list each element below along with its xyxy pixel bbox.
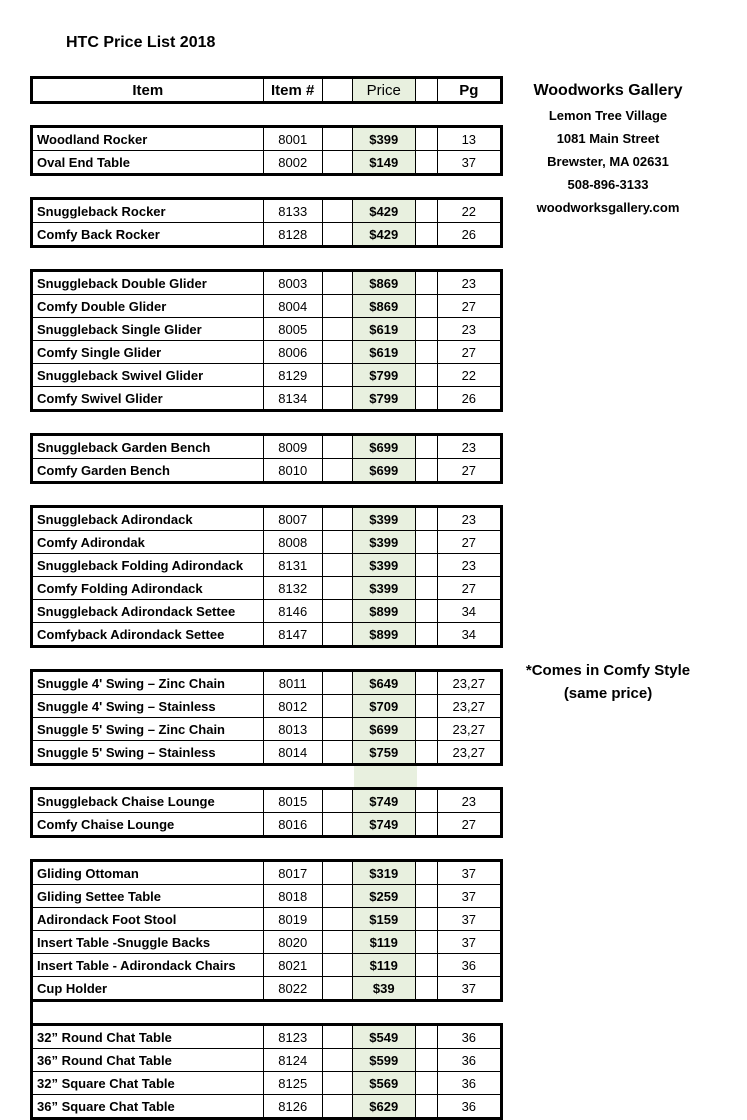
item-number-cell: 8018 [263,885,322,907]
item-number-cell: 8016 [263,813,322,835]
price-cell: $869 [352,272,415,294]
table-row [33,976,500,999]
spacer-cell [322,436,352,458]
item-number-cell: 8013 [263,718,322,740]
page-cell: 23,27 [437,695,500,717]
page-cell: 22 [437,200,500,222]
item-number-cell: 8020 [263,931,322,953]
header-price: Price [352,79,415,101]
price-cell: $619 [352,341,415,363]
item-name-cell: Adirondack Foot Stool [37,911,177,927]
page-cell: 36 [437,1049,500,1071]
table-row [33,150,500,173]
price-cell: $759 [352,741,415,763]
item-name-cell: Snuggleback Swivel Glider [37,367,204,383]
table-row [33,576,500,599]
gallery-address-line: Lemon Tree Village [548,108,668,123]
table-section [30,197,503,248]
comfy-style-note [508,659,708,705]
price-cell: $899 [352,600,415,622]
page-cell: 27 [437,459,500,481]
page-cell: 34 [437,623,500,645]
spacer-cell [322,1026,352,1048]
item-number-cell: 8134 [263,387,322,409]
page-cell: 36 [437,954,500,976]
spacer-cell [415,151,437,173]
table-section [30,1023,503,1120]
table-section [30,505,503,648]
item-name-cell: Comfy Back Rocker [37,226,160,242]
page-cell: 23 [437,790,500,812]
spacer-cell [415,577,437,599]
item-number-cell: 8022 [263,977,322,999]
item-name-cell: Snuggleback Chaise Lounge [37,793,215,809]
table-row [33,622,500,645]
spacer-cell [322,718,352,740]
item-name-cell: 36” Square Chat Table [37,1098,175,1114]
table-row [33,272,500,294]
table-row [33,222,500,245]
item-name-cell: Comfy Swivel Glider [37,390,163,406]
item-name-cell: Insert Table - Adirondack Chairs [37,957,236,973]
spacer-cell [415,718,437,740]
table-row [33,694,500,717]
header-spacer [415,79,437,101]
table-row [33,317,500,340]
item-number-cell: 8132 [263,577,322,599]
item-number-cell: 8002 [263,151,322,173]
table-row [33,553,500,576]
item-number-cell: 8007 [263,508,322,530]
item-number-cell: 8001 [263,128,322,150]
table-row [33,128,500,150]
table-section [30,433,503,484]
spacer-cell [415,436,437,458]
table-section [30,125,503,176]
spacer-cell [415,623,437,645]
price-cell: $749 [352,813,415,835]
gallery-name: Woodworks Gallery [533,82,683,99]
price-cell: $709 [352,695,415,717]
gallery-address-line: 1081 Main Street [556,131,660,146]
item-number-cell: 8124 [263,1049,322,1071]
item-name-cell: Cup Holder [37,980,108,996]
price-cell: $319 [352,862,415,884]
item-name-cell: Comfy Garden Bench [37,462,170,478]
price-cell: $869 [352,295,415,317]
table-row [33,930,500,953]
page-cell: 23 [437,554,500,576]
table-row [33,790,500,812]
header-page: Pg [437,79,500,101]
section-gap [30,176,503,197]
section-gap [30,1002,503,1023]
table-body [30,104,503,1120]
table-row [33,599,500,622]
item-number-cell: 8006 [263,341,322,363]
price-cell: $429 [352,200,415,222]
spacer-cell [415,885,437,907]
price-cell: $149 [352,151,415,173]
price-column-shade [354,766,417,787]
table-row [33,436,500,458]
spacer-cell [322,1072,352,1094]
price-cell: $259 [352,885,415,907]
page-cell: 23 [437,272,500,294]
price-cell: $119 [352,931,415,953]
spacer-cell [322,1095,352,1117]
item-number-cell: 8019 [263,908,322,930]
section-gap [30,412,503,433]
item-number-cell: 8017 [263,862,322,884]
item-name-cell: Snuggleback Folding Adirondack [37,557,244,573]
price-cell: $699 [352,718,415,740]
spacer-cell [322,508,352,530]
spacer-cell [415,695,437,717]
table-row [33,530,500,553]
page-cell: 37 [437,977,500,999]
spacer-cell [415,387,437,409]
table-section [30,269,503,412]
price-cell: $699 [352,436,415,458]
page-cell: 36 [437,1095,500,1117]
spacer-cell [322,600,352,622]
item-name-cell: Oval End Table [37,154,130,170]
table-row [33,740,500,763]
page-cell: 37 [437,151,500,173]
item-number-cell: 8011 [263,672,322,694]
price-cell: $399 [352,508,415,530]
table-row [33,200,500,222]
item-number-cell: 8125 [263,1072,322,1094]
item-name-cell: Gliding Ottoman [37,865,139,881]
item-number-cell: 8146 [263,600,322,622]
section-gap [30,838,503,859]
price-cell: $119 [352,954,415,976]
spacer-cell [322,364,352,386]
note-line: (same price) [563,685,653,702]
spacer-cell [415,272,437,294]
table-row [33,1071,500,1094]
price-cell: $749 [352,790,415,812]
table-row [33,386,500,409]
price-cell: $569 [352,1072,415,1094]
spacer-cell [322,200,352,222]
item-number-cell: 8123 [263,1026,322,1048]
page-cell: 34 [437,600,500,622]
spacer-cell [322,459,352,481]
spacer-cell [415,295,437,317]
item-name-cell: Snuggleback Garden Bench [37,439,211,455]
spacer-cell [415,1026,437,1048]
section-gap [30,104,503,125]
spacer-cell [322,387,352,409]
note-line: *Comes in Comfy Style [525,662,691,679]
page-cell: 27 [437,341,500,363]
page-cell: 37 [437,908,500,930]
spacer-cell [322,908,352,930]
spacer-cell [415,128,437,150]
spacer-cell [322,623,352,645]
spacer-cell [415,813,437,835]
item-name-cell: Snuggleback Single Glider [37,321,202,337]
item-name-cell: Gliding Settee Table [37,888,162,904]
page-title: HTC Price List 2018 [66,34,216,51]
item-number-cell: 8003 [263,272,322,294]
item-name-cell: 32” Square Chat Table [37,1075,175,1091]
item-number-cell: 8008 [263,531,322,553]
spacer-cell [415,741,437,763]
item-name-cell: Comfy Adirondak [37,534,145,550]
table-row [33,953,500,976]
table-row [33,363,500,386]
item-name-cell: Comfy Single Glider [37,344,162,360]
item-name-cell: Snuggle 5' Swing – Zinc Chain [37,721,225,737]
page-cell: 27 [437,577,500,599]
page-cell: 36 [437,1072,500,1094]
item-name-cell: Snuggle 4' Swing – Zinc Chain [37,675,225,691]
table-row [33,812,500,835]
page-cell: 27 [437,295,500,317]
item-number-cell: 8021 [263,954,322,976]
spacer-cell [415,862,437,884]
table-row [33,1048,500,1071]
spacer-cell [415,954,437,976]
price-cell: $699 [352,459,415,481]
price-cell: $159 [352,908,415,930]
spacer-cell [415,318,437,340]
item-number-cell: 8014 [263,741,322,763]
item-name-cell: Snuggleback Adirondack [37,511,193,527]
item-name-cell: Comfyback Adirondack Settee [37,626,225,642]
spacer-cell [415,341,437,363]
table-section [30,787,503,838]
page-cell: 37 [437,862,500,884]
spacer-cell [322,318,352,340]
spacer-cell [322,272,352,294]
spacer-cell [322,862,352,884]
spacer-cell [322,1049,352,1071]
price-cell: $399 [352,531,415,553]
item-number-cell: 8126 [263,1095,322,1117]
price-cell: $399 [352,554,415,576]
item-name-cell: Snuggleback Rocker [37,203,166,219]
spacer-cell [415,508,437,530]
spacer-cell [415,200,437,222]
price-cell: $649 [352,672,415,694]
spacer-cell [415,1095,437,1117]
table-section [30,669,503,766]
item-number-cell: 8010 [263,459,322,481]
spacer-cell [415,672,437,694]
price-cell: $429 [352,223,415,245]
section-gap [30,248,503,269]
item-name-cell: Snuggle 5' Swing – Stainless [37,744,216,760]
page-cell: 27 [437,531,500,553]
item-name-cell: Comfy Chaise Lounge [37,816,175,832]
item-name-cell: Snuggleback Adirondack Settee [37,603,236,619]
item-name-cell: Insert Table -Snuggle Backs [37,934,211,950]
spacer-cell [415,1072,437,1094]
item-name-cell: Snuggleback Double Glider [37,275,207,291]
page-cell: 26 [437,387,500,409]
item-number-cell: 8012 [263,695,322,717]
table-border-line [30,1002,33,1023]
table-row [33,884,500,907]
spacer-cell [322,531,352,553]
item-number-cell: 8009 [263,436,322,458]
header-item: Item [132,81,164,99]
item-number-cell: 8005 [263,318,322,340]
spacer-cell [415,223,437,245]
price-cell: $899 [352,623,415,645]
price-cell: $799 [352,364,415,386]
table-row [33,717,500,740]
spacer-cell [322,554,352,576]
spacer-cell [415,908,437,930]
page-cell: 27 [437,813,500,835]
table-header [30,76,503,104]
price-cell: $629 [352,1095,415,1117]
spacer-cell [322,128,352,150]
spacer-cell [322,813,352,835]
page-cell: 23,27 [437,718,500,740]
header-row [33,79,500,101]
spacer-cell [322,672,352,694]
spacer-cell [415,977,437,999]
spacer-cell [322,954,352,976]
spacer-cell [415,459,437,481]
item-name-cell: 36” Round Chat Table [37,1052,172,1068]
spacer-cell [322,223,352,245]
item-number-cell: 8133 [263,200,322,222]
price-cell: $39 [352,977,415,999]
header-item-number: Item # [263,79,322,101]
gallery-website: woodworksgallery.com [536,200,680,215]
spacer-cell [322,790,352,812]
table-row [33,907,500,930]
table-row [33,1094,500,1117]
spacer-cell [322,885,352,907]
item-name-cell: Snuggle 4' Swing – Stainless [37,698,216,714]
spacer-cell [322,295,352,317]
table-section [30,859,503,1002]
table-row [33,294,500,317]
spacer-cell [322,931,352,953]
item-number-cell: 8129 [263,364,322,386]
item-number-cell: 8015 [263,790,322,812]
spacer-cell [415,364,437,386]
page-cell: 37 [437,931,500,953]
header-spacer [322,79,352,101]
table-row [33,862,500,884]
spacer-cell [322,151,352,173]
spacer-cell [322,577,352,599]
spacer-cell [415,1049,437,1071]
price-cell: $599 [352,1049,415,1071]
price-cell: $399 [352,128,415,150]
spacer-cell [415,600,437,622]
item-number-cell: 8004 [263,295,322,317]
spacer-cell [322,977,352,999]
section-gap [30,766,503,787]
item-name-cell: 32” Round Chat Table [37,1029,172,1045]
page-cell: 23,27 [437,672,500,694]
page-cell: 26 [437,223,500,245]
page-cell: 23 [437,318,500,340]
item-name-cell: Comfy Double Glider [37,298,167,314]
page-cell: 23 [437,508,500,530]
item-name-cell: Woodland Rocker [37,131,148,147]
gallery-info [505,80,711,219]
table-row [33,340,500,363]
spacer-cell [322,341,352,363]
page-cell: 22 [437,364,500,386]
table-row [33,508,500,530]
spacer-cell [415,531,437,553]
price-cell: $549 [352,1026,415,1048]
spacer-cell [322,695,352,717]
page-cell: 36 [437,1026,500,1048]
spacer-cell [415,790,437,812]
price-table [30,76,503,1120]
item-number-cell: 8147 [263,623,322,645]
section-gap [30,648,503,669]
price-cell: $399 [352,577,415,599]
page-cell: 23,27 [437,741,500,763]
gallery-address-line: Brewster, MA 02631 [547,154,669,169]
table-row [33,1026,500,1048]
price-cell: $799 [352,387,415,409]
spacer-cell [415,554,437,576]
spacer-cell [322,741,352,763]
item-number-cell: 8128 [263,223,322,245]
page-cell: 13 [437,128,500,150]
gallery-phone: 508-896-3133 [567,177,649,192]
price-cell: $619 [352,318,415,340]
table-row [33,672,500,694]
table-row [33,458,500,481]
page-cell: 23 [437,436,500,458]
spacer-cell [415,931,437,953]
section-gap [30,484,503,505]
item-number-cell: 8131 [263,554,322,576]
item-name-cell: Comfy Folding Adirondack [37,580,203,596]
page-cell: 37 [437,885,500,907]
